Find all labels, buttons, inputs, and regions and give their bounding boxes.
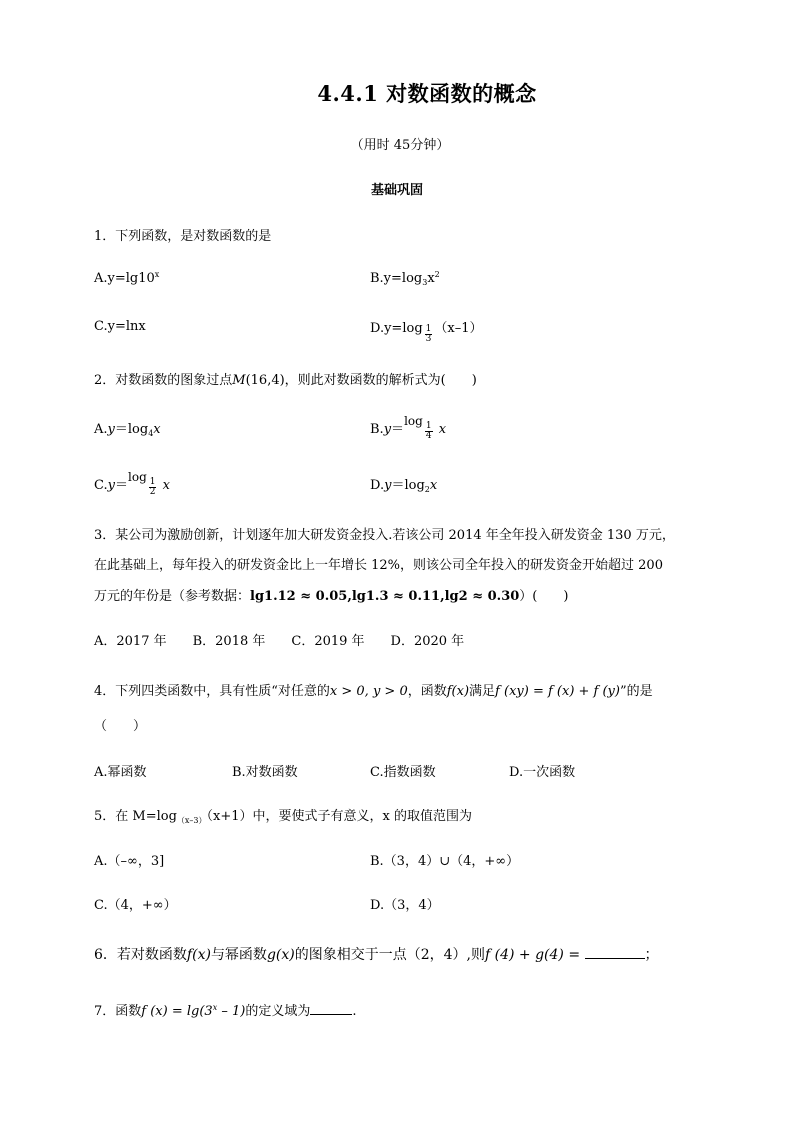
q6-stem: 6．若对数函数f(x)与幂函数g(x)的图象相交于一点（2，4）,则f (4) + g(4) = ； xyxy=(94,947,659,963)
section-heading: 基础巩固 xyxy=(370,183,423,198)
q5-option-b: B.（3，4）∪（4，+∞） xyxy=(370,854,520,869)
q1-option-c: C.y=lnx xyxy=(94,319,146,334)
q3-line-1: 3．某公司为激励创新，计划逐年加大研发资金投入.若该公司 2014 年全年投入研发资金 130 万元， xyxy=(94,528,675,543)
q3-line-3: 万元的年份是（参考数据：lg1.12 ≈ 0.05,lg1.3 ≈ 0.11,lg2 ≈ 0.30）( ) xyxy=(94,589,569,604)
q6-answer-blank xyxy=(585,958,645,959)
q5-option-d: D.（3，4） xyxy=(370,898,440,913)
q7-stem: 7．函数f $(x) = \lg(3^x - 1)$的定义域为 . xyxy=(94,1003,357,1019)
q1-stem: 1．下列函数，是对数函数的是 xyxy=(94,229,272,244)
q4-option-c: C.指数函数 xyxy=(370,765,436,780)
q5-option-c: C.（4，+∞） xyxy=(94,898,177,913)
q2-option-d: $D.y=\log_2x$ xyxy=(370,478,438,494)
q1-option-b: $B.y=\log_3x^2$ xyxy=(370,270,440,287)
q3-line-2: 在此基础上，每年投入的研发资金比上一年增长 12%，则该公司全年投入的研发资金开始超过 200 xyxy=(94,558,663,573)
page-title: 4.4.1 对数函数的概念 xyxy=(317,81,537,106)
q2-stem: 2．对数函数的图象过点M(16,4)，则此对数函数的解析式为( ) xyxy=(94,373,477,388)
q4-option-d: D.一次函数 xyxy=(509,765,576,780)
q3-options: A．2017 年 B．2018 年 C．2019 年 D．2020 年 xyxy=(94,634,465,649)
q4-line-2: （ ） xyxy=(94,719,147,734)
q4-line-1: 4．下列四类函数中，具有性质“对任意的x > 0, y > 0，函数f(x)满足f (xy) = f (x) + f (y)”的是 xyxy=(94,684,653,699)
time-note: （用时 45分钟） xyxy=(350,138,450,153)
q7-answer-blank xyxy=(310,1014,352,1015)
q4-option-a: A.幂函数 xyxy=(94,765,147,780)
q5-option-a: A.（–∞，3] xyxy=(94,854,165,869)
q1-option-d: D.y=log $\frac{1}{3}$ （x–1） xyxy=(370,321,483,344)
q2-option-a: $A.y=\log_4x$ xyxy=(94,422,161,438)
q2-option-c: C.y＝log $\frac{1}{2}$ x xyxy=(94,470,170,497)
q2-option-b: B.y＝log $\frac{1}{4}$ x xyxy=(370,414,447,441)
q5-stem: 5．在 $M=\log_{(x-3)}(x+1)$中，要使式子有意义，x 的取值范围为 xyxy=(94,809,472,825)
q1-option-a: $A.y=\lg 10^x$ xyxy=(94,270,160,286)
q4-option-b: B.对数函数 xyxy=(232,765,298,780)
